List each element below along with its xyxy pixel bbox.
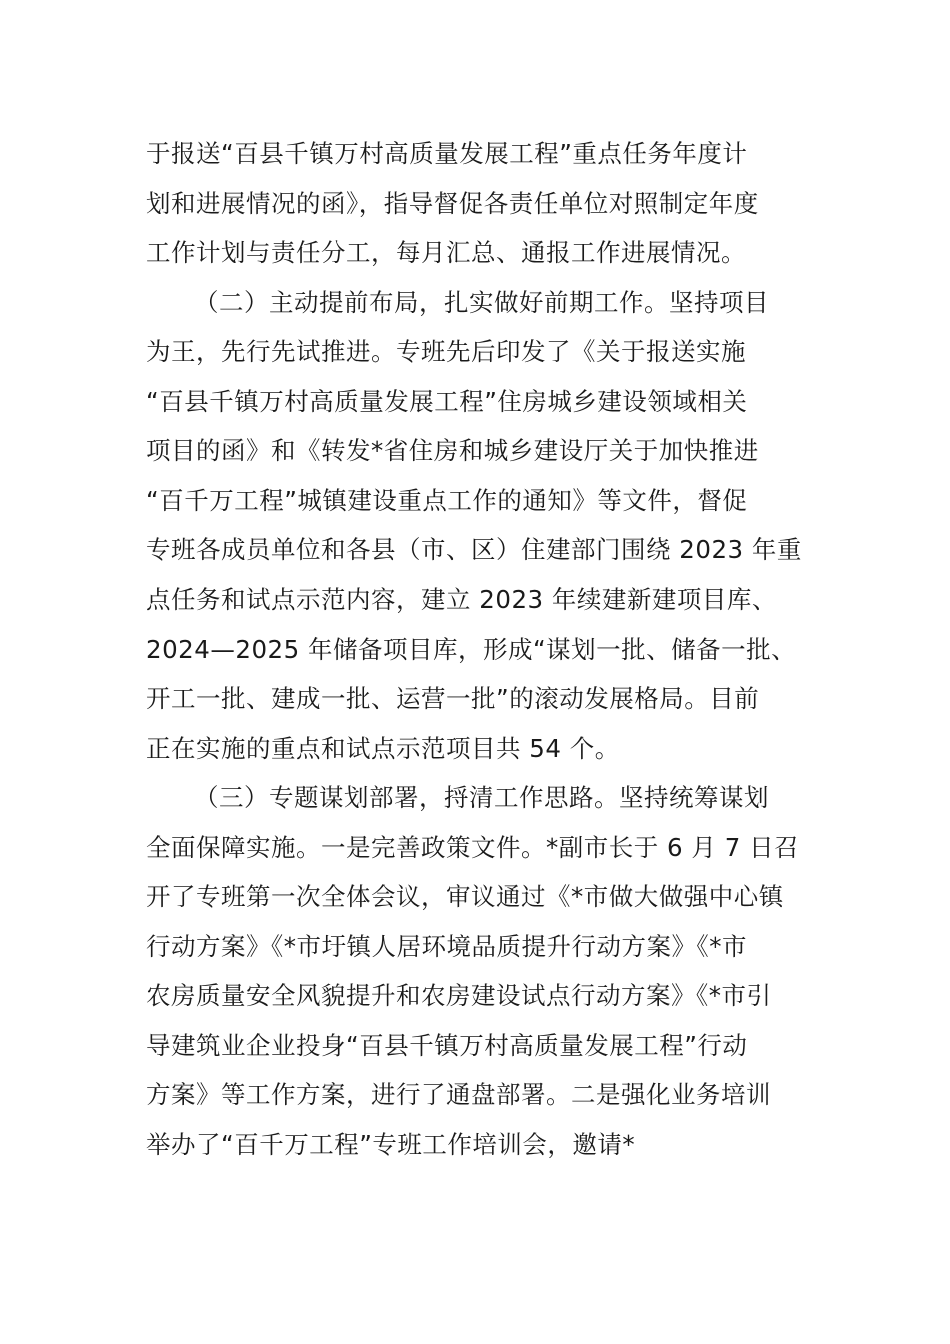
text-line: 划和进展情况的函》，指导督促各责任单位对照制定年度 bbox=[146, 189, 759, 218]
text-line: 农房质量安全风貌提升和农房建设试点行动方案》《*市引 bbox=[146, 981, 772, 1010]
text-line: “百千万工程”城镇建设重点工作的通知》等文件，督促 bbox=[146, 486, 748, 515]
text-line: 项目的函》和《转发*省住房和城乡建设厅关于加快推进 bbox=[146, 436, 759, 465]
paragraph-2-first-line: （二）主动提前布局，扎实做好前期工作。坚持项目 bbox=[194, 288, 769, 317]
text-line: 行动方案》《*市圩镇人居环境品质提升行动方案》《*市 bbox=[146, 932, 747, 961]
text-line: 开工一批、建成一批、运营一批”的滚动发展格局。目前 bbox=[146, 684, 760, 713]
text-line: 工作计划与责任分工，每月汇总、通报工作进展情况。 bbox=[146, 238, 746, 267]
text-line: 2024—2025 年储备项目库，形成“谋划一批、储备一批、 bbox=[146, 635, 797, 664]
text-line: 为王，先行先试推进。专班先后印发了《关于报送实施 bbox=[146, 337, 746, 366]
text-line: 方案》等工作方案，进行了通盘部署。二是强化业务培训 bbox=[146, 1080, 771, 1109]
text-line: 开了专班第一次全体会议，审议通过《*市做大做强中心镇 bbox=[146, 882, 784, 911]
text-line: 于报送“百县千镇万村高质量发展工程”重点任务年度计 bbox=[146, 139, 748, 168]
text-line: 专班各成员单位和各县（市、区）住建部门围绕 2023 年重 bbox=[146, 535, 802, 564]
text-line: “百县千镇万村高质量发展工程”住房城乡建设领域相关 bbox=[146, 387, 748, 416]
text-line: 正在实施的重点和试点示范项目共 54 个。 bbox=[146, 734, 620, 763]
paragraph-3-first-line: （三）专题谋划部署，捋清工作思路。坚持统筹谋划 bbox=[194, 783, 769, 812]
text-line: 全面保障实施。一是完善政策文件。*副市长于 6 月 7 日召 bbox=[146, 833, 800, 862]
text-line: 导建筑业企业投身“百县千镇万村高质量发展工程”行动 bbox=[146, 1031, 748, 1060]
text-line: 点任务和试点示范内容，建立 2023 年续建新建项目库、 bbox=[146, 585, 777, 614]
text-line: 举办了“百千万工程”专班工作培训会，邀请* bbox=[146, 1130, 636, 1159]
